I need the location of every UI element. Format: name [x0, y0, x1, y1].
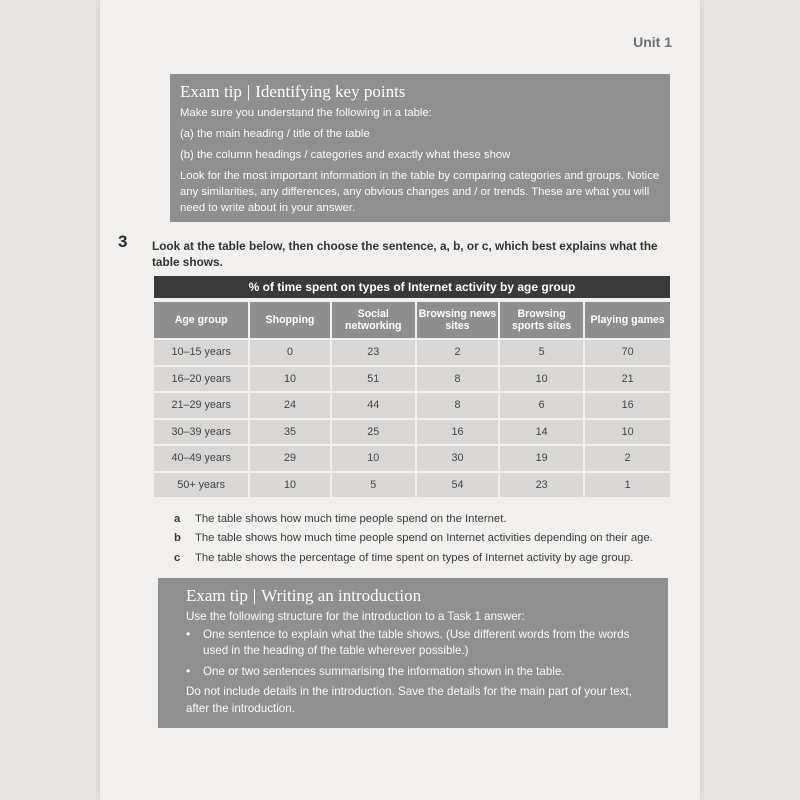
table-cell: 5 [332, 473, 415, 498]
exam-tip-heading [186, 586, 640, 606]
activity-table [154, 276, 670, 499]
table-cell: 10–15 years [154, 340, 248, 365]
heading-separator: | [246, 82, 251, 101]
table-cell: 10 [500, 367, 583, 392]
table-cell: 0 [250, 340, 329, 365]
table-cell: 35 [250, 420, 329, 445]
table-cell: 29 [250, 446, 329, 471]
table-row [154, 340, 670, 365]
table-cell: 10 [250, 473, 329, 498]
table-row [154, 473, 670, 498]
table-cell: 10 [250, 367, 329, 392]
unit-label: Unit 1 [633, 34, 672, 50]
tip-bullet [186, 627, 640, 660]
answer-letter: a [174, 512, 181, 525]
tip-closing: Do not include details in the introduction. Save the details for the main part of your text, after the introduction. [186, 685, 632, 715]
table-cell: 6 [500, 393, 583, 418]
answer-text: The table shows the percentage of time spent on types of Internet activity by age group. [195, 551, 634, 564]
table-cell: 10 [332, 446, 415, 471]
table-cell: 2 [585, 446, 670, 471]
table-cell: 23 [500, 473, 583, 498]
bullet-icon: • [186, 663, 191, 678]
exam-tip-subtitle: Identifying key points [255, 82, 406, 101]
question-text: Look at the table below, then choose the sentence, a, b, or c, which best explains what the table shows. [152, 239, 658, 269]
table-cell: 23 [332, 340, 415, 365]
tip-bullet [186, 664, 640, 681]
tip-intro: Use the following structure for the introduction to a Task 1 answer: [186, 610, 525, 623]
bullet-text: One sentence to explain what the table shows. (Use different words from the words used in the heading of the table wherever possible.) [203, 627, 630, 657]
header-cell: Playing games [585, 302, 670, 338]
answer-text: The table shows how much time people spend on the Internet. [195, 512, 507, 525]
header-cell: Browsing news sites [417, 302, 498, 338]
table-cell: 2 [417, 340, 498, 365]
table-cell: 16 [585, 393, 670, 418]
table-title: % of time spent on types of Internet activity by age group [154, 276, 670, 298]
question-number: 3 [118, 232, 128, 251]
table-row [154, 393, 670, 418]
header-cell: Browsing sports sites [500, 302, 583, 338]
tip-line: (b) the column headings / categories and exactly what these show [180, 149, 511, 161]
exam-tip-heading [180, 82, 660, 102]
header-cell: Age group [154, 302, 248, 338]
exam-tip-subtitle: Writing an introduction [261, 586, 422, 605]
exam-tip-introduction [158, 578, 668, 728]
table-row [154, 446, 670, 471]
exam-tip-key-points [170, 74, 670, 222]
table-cell: 51 [332, 367, 415, 392]
bullet-text: One or two sentences summarising the information shown in the table. [203, 664, 565, 678]
answer-option-c [174, 548, 674, 568]
table-row [154, 367, 670, 392]
table-cell: 21–29 years [154, 393, 248, 418]
answer-letter: b [174, 532, 181, 545]
table-cell: 70 [585, 340, 670, 365]
table-cell: 44 [332, 393, 415, 418]
textbook-page [100, 0, 700, 800]
table-cell: 5 [500, 340, 583, 365]
heading-separator: | [252, 586, 257, 605]
answer-options [174, 509, 674, 568]
tip-line: (a) the main heading / title of the table [180, 128, 370, 140]
tip-line: Make sure you understand the following in a table: [180, 107, 432, 119]
table-cell: 16 [417, 420, 498, 445]
table-cell: 25 [332, 420, 415, 445]
data-table [152, 300, 672, 499]
table-cell: 16–20 years [154, 367, 248, 392]
answer-option-a [174, 509, 674, 529]
table-cell: 24 [250, 393, 329, 418]
exam-tip-title: Exam tip [180, 82, 242, 101]
table-cell: 21 [585, 367, 670, 392]
answer-option-b [174, 529, 674, 549]
table-cell: 8 [417, 367, 498, 392]
table-cell: 54 [417, 473, 498, 498]
header-cell: Shopping [250, 302, 329, 338]
table-cell: 30 [417, 446, 498, 471]
exam-tip-title: Exam tip [186, 586, 248, 605]
table-cell: 50+ years [154, 473, 248, 498]
bullet-icon: • [186, 626, 191, 641]
answer-text: The table shows how much time people spend on Internet activities depending on their age. [195, 532, 653, 545]
table-row [154, 420, 670, 445]
tip-line: Look for the most important information in the table by comparing categories and groups. Notice any similarities, any differences, any obvious changes and / or trends. These are what you will need to write about in your answer. [180, 170, 660, 214]
table-cell: 40–49 years [154, 446, 248, 471]
header-cell: Social networking [332, 302, 415, 338]
table-header-row [154, 302, 670, 338]
table-cell: 10 [585, 420, 670, 445]
table-cell: 30–39 years [154, 420, 248, 445]
answer-letter: c [174, 551, 181, 564]
table-cell: 19 [500, 446, 583, 471]
table-cell: 1 [585, 473, 670, 498]
table-cell: 8 [417, 393, 498, 418]
table-cell: 14 [500, 420, 583, 445]
